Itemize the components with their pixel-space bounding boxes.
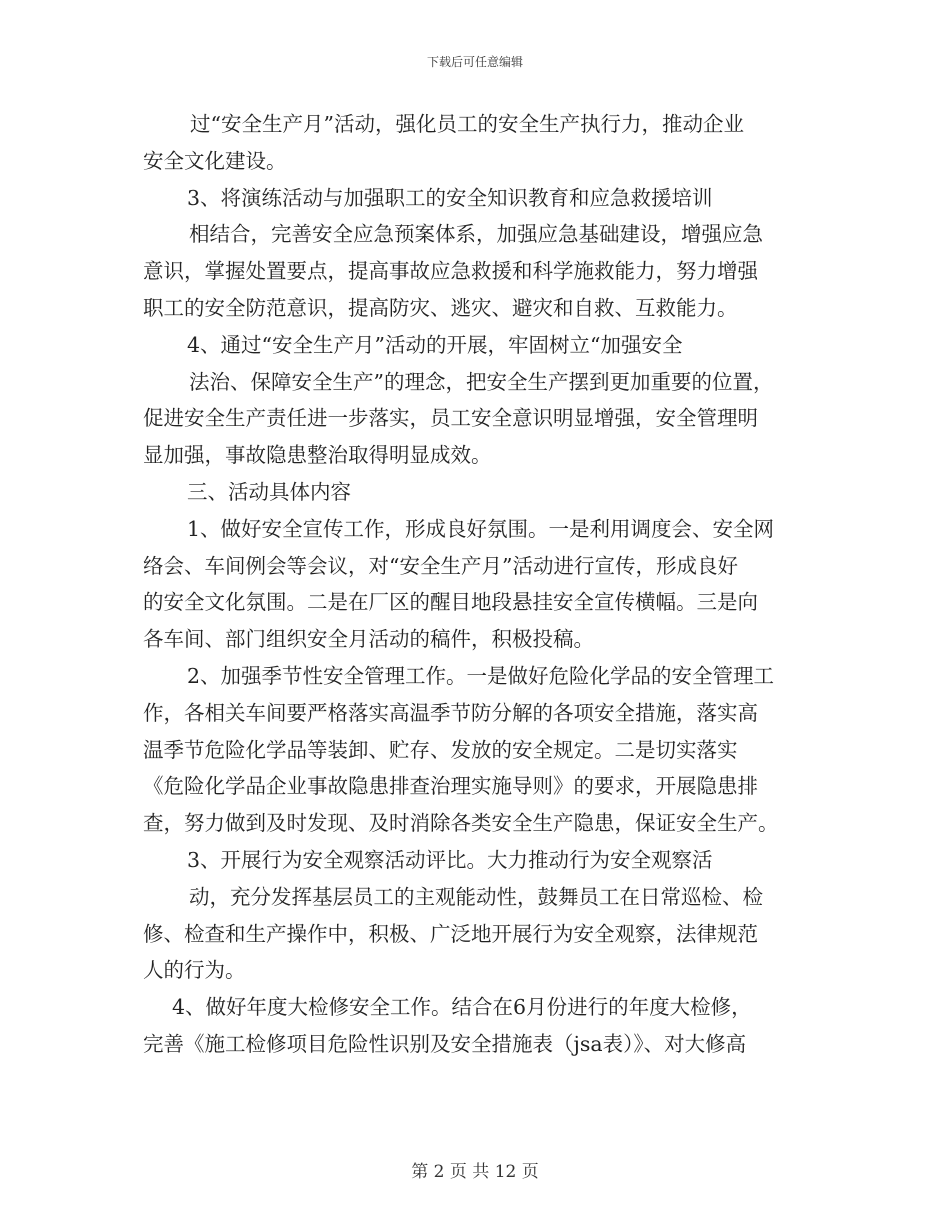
text-line: 动，充分发挥基层员工的主观能动性，鼓舞员工在日常巡检、检 <box>189 884 763 909</box>
text-line: 3、将演练活动与加强职工的安全知识教育和应急救援培训 <box>187 185 713 210</box>
text-line: 人的行为。 <box>143 958 246 983</box>
text-line: 温季节危险化学品等装卸、贮存、发放的安全规定。二是切实落实 <box>143 737 738 762</box>
page-header: 下载后可任意编辑 <box>426 55 523 69</box>
text-line: 完善《施工检修项目危险性识别及安全措施表（jsa表）》、对大修高 <box>143 1031 747 1056</box>
text-line: 1、做好安全宣传工作，形成良好氛围。一是利用调度会、安全网 <box>187 516 775 541</box>
text-line: 修、检查和生产操作中，积极、广泛地开展行为安全观察，法律规范 <box>143 921 758 946</box>
text-line: 络会、车间例会等会议，对“安全生产月”活动进行宣传，形成良好 <box>143 553 738 578</box>
page-footer: 第 2 页 共 12 页 <box>411 1162 539 1182</box>
text-line: 查，努力做到及时发现、及时消除各类安全生产隐患，保证安全生产。 <box>143 811 779 836</box>
text-line: 促进安全生产责任进一步落实，员工安全意识明显增强，安全管理明 <box>143 406 758 431</box>
text-line: 安全文化建设。 <box>143 148 287 173</box>
text-line: 相结合，完善安全应急预案体系，加强应急基础建设，增强应急 <box>189 222 763 247</box>
text-line: 过“安全生产月”活动，强化员工的安全生产执行力，推动企业 <box>190 112 744 136</box>
document-body <box>143 106 811 1063</box>
text-line: 的安全文化氛围。二是在厂区的醒目地段悬挂安全宣传横幅。三是向 <box>143 590 758 615</box>
text-line: 意识，掌握处置要点，提高事故应急救援和科学施救能力，努力增强 <box>143 259 758 284</box>
text-line: 2、加强季节性安全管理工作。一是做好危险化学品的安全管理工 <box>187 663 775 688</box>
text-line: 职工的安全防范意识，提高防灾、逃灾、避灾和自救、互救能力。 <box>143 295 738 320</box>
text-line: 4、通过“安全生产月”活动的开展，牢固树立“加强安全 <box>187 332 683 357</box>
text-line: 作，各相关车间要严格落实高温季节防分解的各项安全措施，落实高 <box>143 700 758 725</box>
text-line: 法治、保障安全生产”的理念，把安全生产摆到更加重要的位置， <box>189 369 774 394</box>
text-line: 各车间、部门组织安全月活动的稿件，积极投稿。 <box>143 627 594 652</box>
section-heading: 三、活动具体内容 <box>187 479 351 504</box>
text-line: 显加强，事故隐患整治取得明显成效。 <box>143 443 492 468</box>
text-line: 4、做好年度大检修安全工作。结合在6月份进行的年度大检修， <box>172 995 752 1020</box>
text-line: 《危险化学品企业事故隐患排查治理实施导则》的要求，开展隐患排 <box>143 774 758 799</box>
text-line: 3、开展行为安全观察活动评比。大力推动行为安全观察活 <box>187 847 713 872</box>
